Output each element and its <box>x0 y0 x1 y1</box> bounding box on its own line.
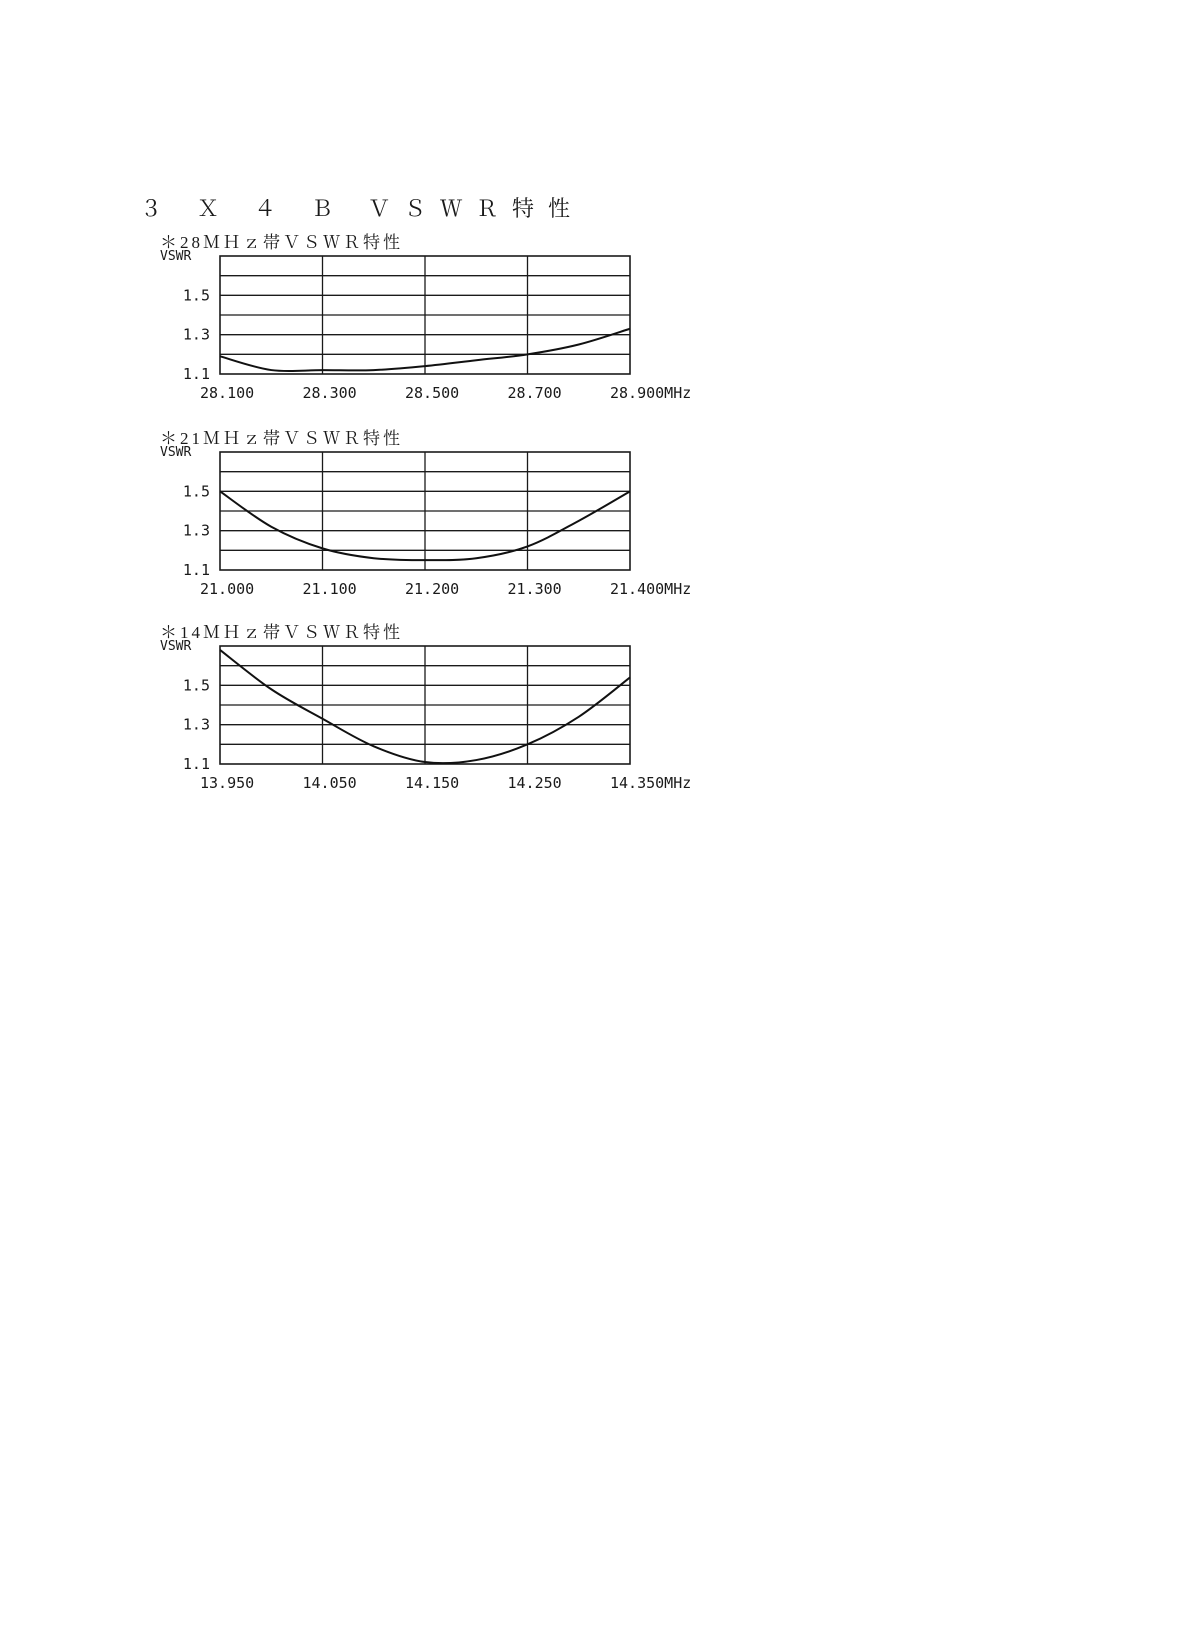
x-tick-label: 21.400MHz <box>610 580 692 598</box>
y-tick-label: 1.5 <box>182 482 210 501</box>
x-tick-label: 21.000 <box>200 580 255 598</box>
y-tick-label: 1.1 <box>182 561 210 579</box>
x-tick-label: 28.300 <box>302 384 357 402</box>
x-tick-label: 28.700 <box>507 384 562 402</box>
x-tick-label: 21.100 <box>302 580 357 598</box>
y-axis-label: VSWR <box>160 249 192 264</box>
x-tick-label: 13.950 <box>200 774 255 792</box>
x-tick-label: 28.900MHz <box>610 384 692 402</box>
x-tick-label: 21.300 <box>507 580 562 598</box>
x-tick-label: 14.150 <box>405 774 460 792</box>
chart-28mhz <box>150 228 750 428</box>
chart-title: ＊21ＭＨｚ帯ＶＳＷＲ特性 <box>160 429 403 448</box>
y-axis-label: VSWR <box>160 639 192 654</box>
y-tick-label: 1.3 <box>182 521 210 540</box>
x-tick-label: 28.500 <box>405 384 460 402</box>
y-axis-label: VSWR <box>160 445 192 460</box>
chart-title: ＊28ＭＨｚ帯ＶＳＷＲ特性 <box>160 233 403 252</box>
y-tick-label: 1.1 <box>182 365 210 383</box>
page-title: ３ Ｘ ４ Ｂ ＶＳＷＲ特性 <box>140 197 584 222</box>
x-tick-label: 14.050 <box>302 774 357 792</box>
chart-21mhz <box>150 424 750 624</box>
y-tick-label: 1.1 <box>182 755 210 773</box>
y-tick-label: 1.5 <box>182 676 210 695</box>
chart-14mhz <box>150 618 750 818</box>
y-tick-label: 1.3 <box>182 325 210 344</box>
x-tick-label: 14.250 <box>507 774 562 792</box>
x-tick-label: 28.100 <box>200 384 255 402</box>
y-tick-label: 1.3 <box>182 715 210 734</box>
y-tick-label: 1.5 <box>182 286 210 305</box>
vswr-chart-28mhz-svg <box>150 228 750 428</box>
x-tick-label: 14.350MHz <box>610 774 692 792</box>
x-tick-label: 21.200 <box>405 580 460 598</box>
chart-title: ＊14ＭＨｚ帯ＶＳＷＲ特性 <box>160 623 403 642</box>
vswr-chart-14mhz-svg <box>150 618 750 818</box>
vswr-chart-21mhz-svg <box>150 424 750 624</box>
